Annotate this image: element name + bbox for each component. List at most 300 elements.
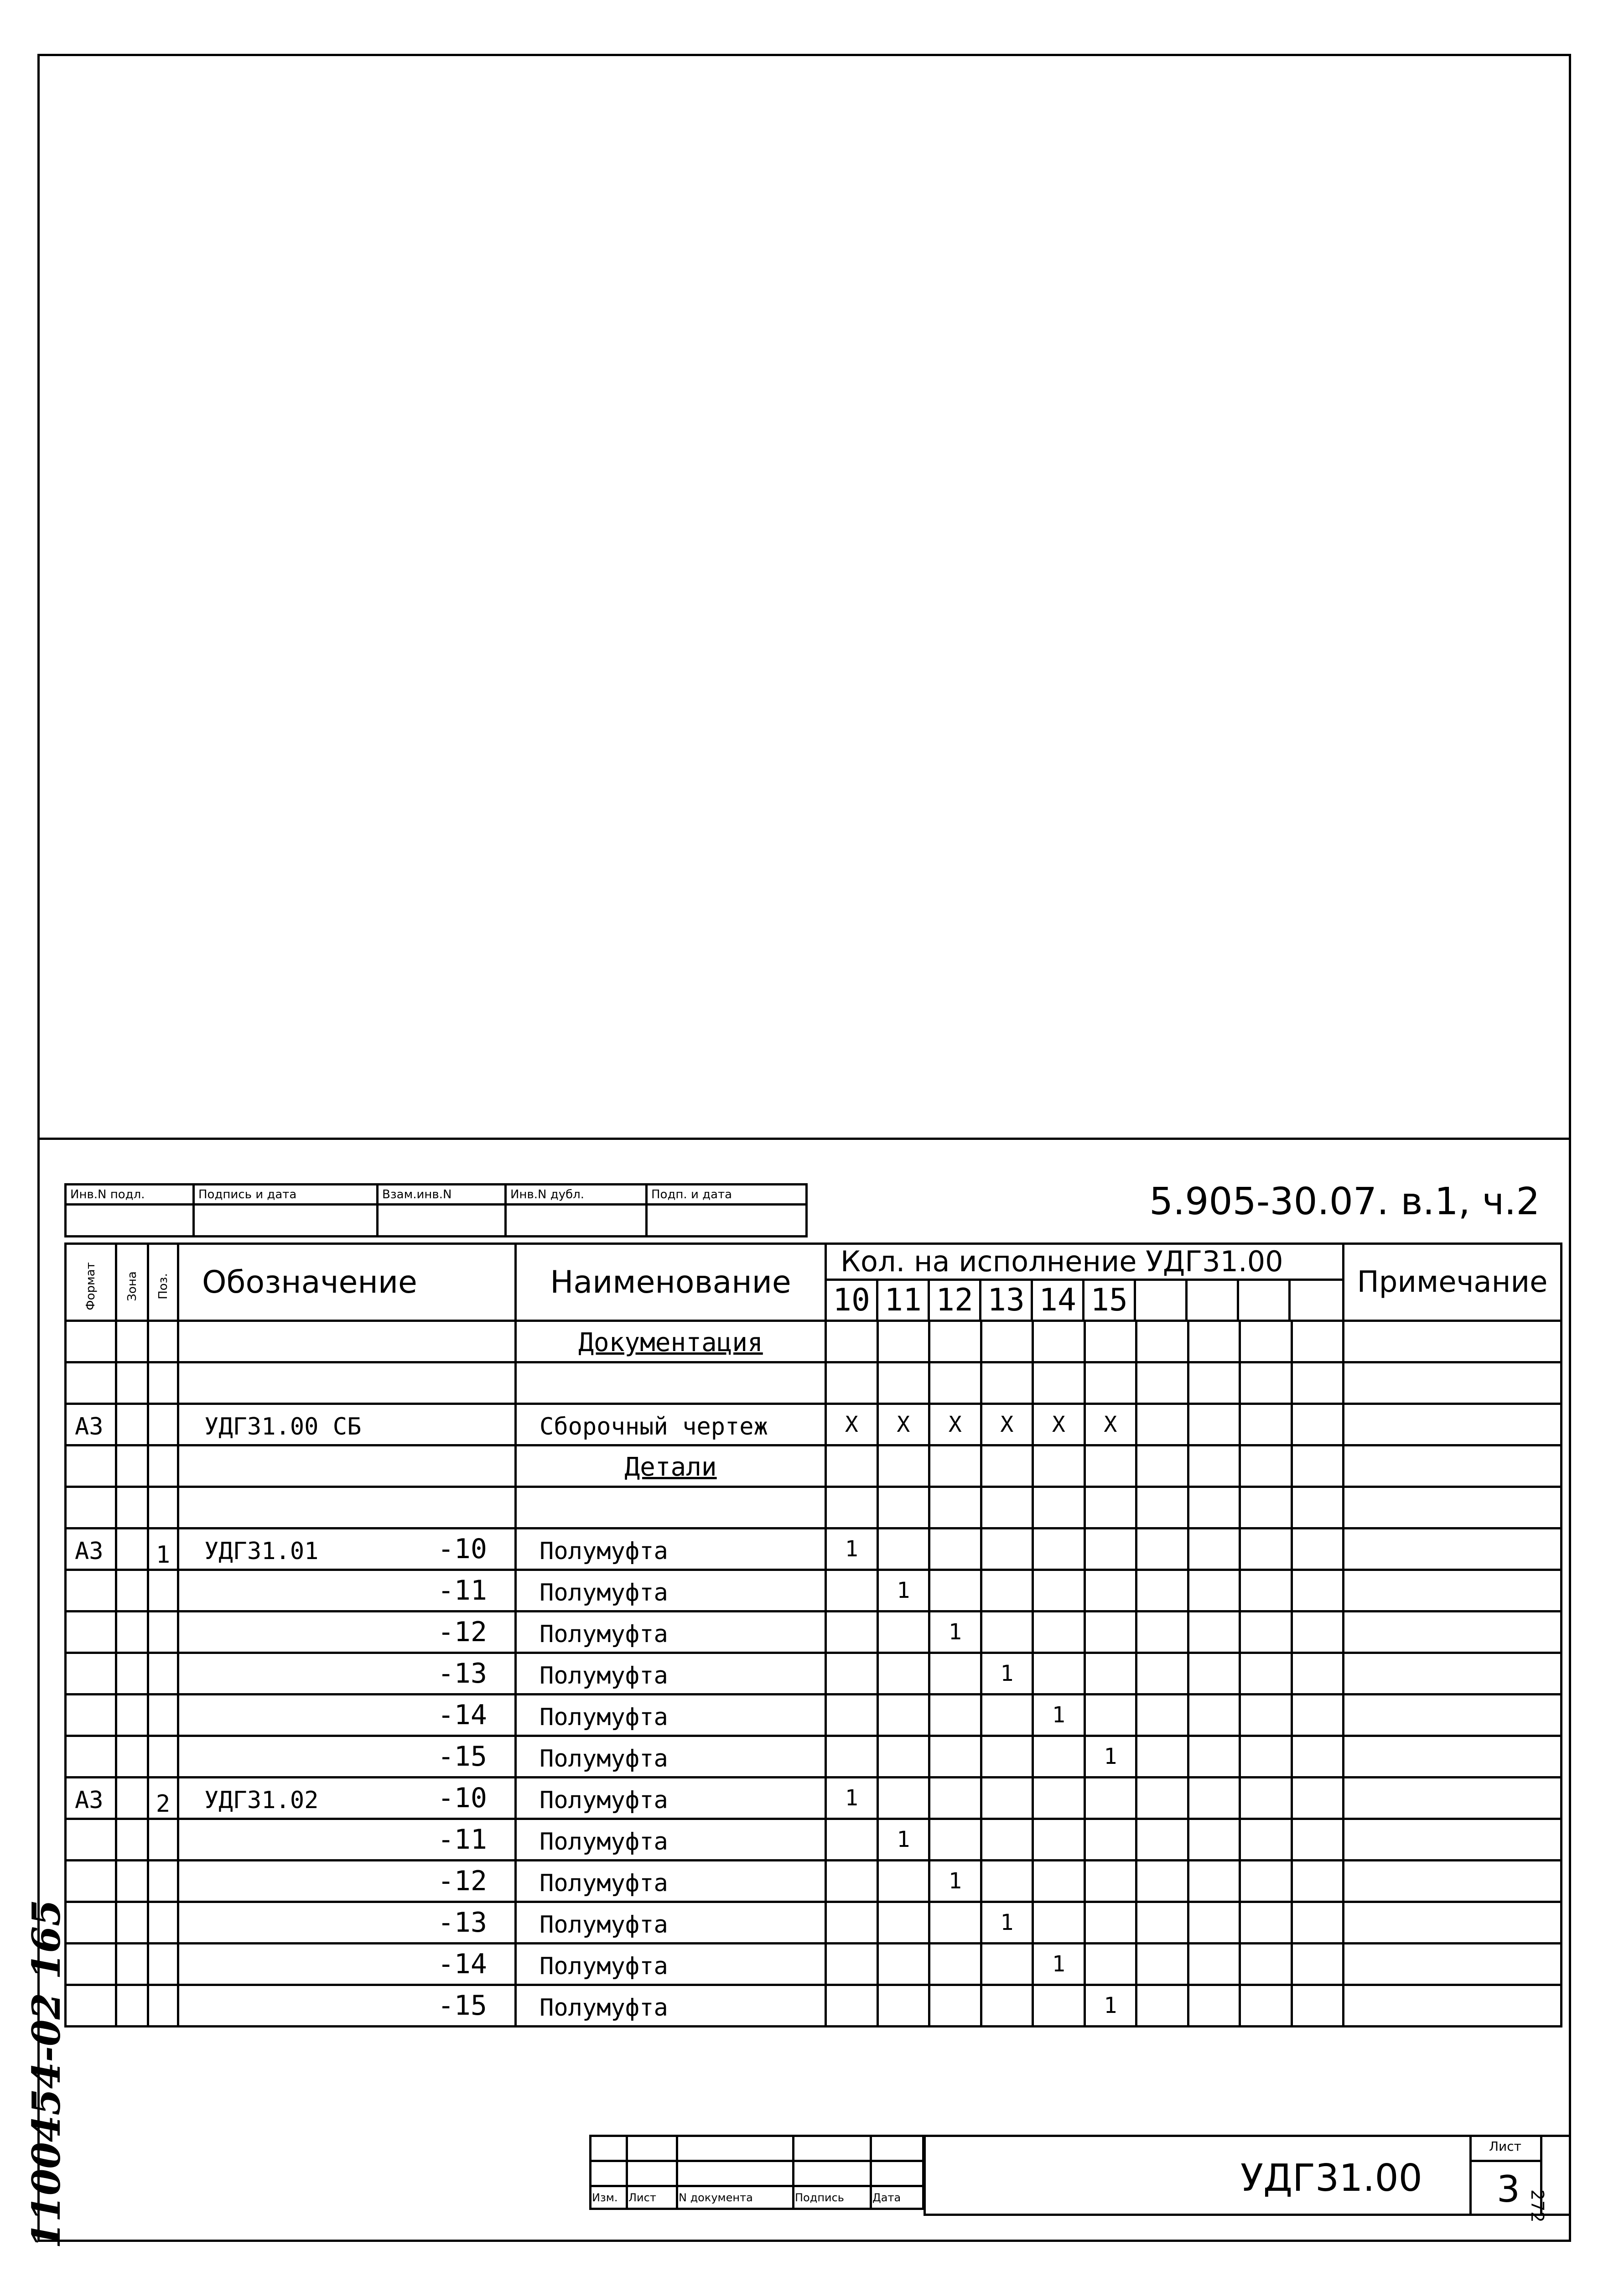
specification-body	[66, 1321, 1562, 2027]
cell-pos	[148, 1695, 178, 1736]
designation-text	[179, 1482, 514, 1486]
cell-format	[66, 1612, 116, 1653]
approval-header-table	[64, 1183, 808, 1237]
cell-zone	[116, 1695, 148, 1736]
title-doc-number: УДГ31.00	[1240, 2157, 1422, 2200]
cell-note	[1344, 1487, 1562, 1528]
cell-qty	[1292, 1487, 1344, 1528]
cell-qty	[826, 1570, 878, 1612]
cell-name: Полумуфта	[516, 1819, 826, 1861]
table-row	[66, 1570, 1562, 1612]
cell-format	[66, 1445, 116, 1487]
cell-pos	[148, 1445, 178, 1487]
cell-qty	[826, 1362, 878, 1404]
sheet-cell-divider	[1469, 2160, 1542, 2162]
cell-qty	[929, 1819, 981, 1861]
cell-qty	[1240, 1819, 1292, 1861]
cell-qty	[877, 1944, 929, 1985]
cell-qty	[1188, 1321, 1240, 1362]
cell-qty	[1136, 1695, 1188, 1736]
cell-qty	[826, 1819, 878, 1861]
cell-qty	[877, 1902, 929, 1944]
cell-qty	[1292, 1819, 1344, 1861]
cell-qty	[1292, 1861, 1344, 1902]
table-row	[66, 1653, 1562, 1695]
cell-note	[1344, 1362, 1562, 1404]
qty-col-header: 12	[930, 1281, 981, 1320]
cell-qty	[1188, 1528, 1240, 1570]
table-row	[66, 1944, 1562, 1985]
table-row	[66, 1487, 1562, 1528]
cell-format	[66, 1695, 116, 1736]
cell-name: Полумуфта	[516, 1861, 826, 1902]
cell-designation	[178, 1985, 516, 2027]
cell-qty	[929, 1985, 981, 2027]
execution-suffix: -10	[437, 1782, 488, 1814]
designation-text	[179, 1773, 514, 1776]
cell-qty	[1292, 1404, 1344, 1445]
table-row	[66, 1819, 1562, 1861]
cell-qty	[1188, 1778, 1240, 1819]
execution-suffix: -11	[437, 1824, 488, 1856]
cell-qty	[826, 1445, 878, 1487]
cell-designation	[178, 1902, 516, 1944]
cell-qty	[877, 1695, 929, 1736]
cell-designation	[178, 1321, 516, 1362]
cell-format	[66, 1944, 116, 1985]
cell-qty	[1084, 1612, 1136, 1653]
cell-qty	[981, 1487, 1033, 1528]
cell-designation	[178, 1695, 516, 1736]
cell-qty	[877, 1487, 929, 1528]
cell-qty	[1136, 1528, 1188, 1570]
cell-note	[1344, 1612, 1562, 1653]
specification-table	[64, 1242, 1562, 2027]
cell-qty	[1136, 1861, 1188, 1902]
cell-qty	[1136, 1612, 1188, 1653]
cell-designation	[178, 1445, 516, 1487]
qty-col-header	[1239, 1281, 1291, 1320]
execution-suffix: -14	[437, 1699, 488, 1731]
cell-qty	[1292, 1985, 1344, 2027]
cell-qty: 1	[929, 1612, 981, 1653]
cell-qty	[1033, 1487, 1085, 1528]
cell-format	[66, 1321, 116, 1362]
cell-zone	[116, 1944, 148, 1985]
cell-format	[66, 1902, 116, 1944]
execution-suffix: -12	[437, 1616, 488, 1648]
designation-text: УДГ31.02	[204, 1787, 319, 1814]
cell-qty: 1	[1033, 1695, 1085, 1736]
cell-qty	[929, 1487, 981, 1528]
cell-qty: 1	[1084, 1736, 1136, 1778]
cell-note	[1344, 1902, 1562, 1944]
cell-qty	[1240, 1445, 1292, 1487]
cell-qty: 1	[981, 1902, 1033, 1944]
cell-qty: 1	[929, 1861, 981, 1902]
cell-note	[1344, 1404, 1562, 1445]
cell-qty: X	[981, 1404, 1033, 1445]
cell-pos	[148, 1362, 178, 1404]
cell-qty	[1136, 1778, 1188, 1819]
cell-qty	[981, 1736, 1033, 1778]
cell-qty: 1	[826, 1778, 878, 1819]
cell-qty	[1033, 1985, 1085, 2027]
designation-text: УДГ31.00 СБ	[204, 1413, 362, 1440]
qty-col-header: 14	[1033, 1281, 1084, 1320]
cell-qty	[1084, 1778, 1136, 1819]
cell-name: Полумуфта	[516, 1528, 826, 1570]
sheet-label: Лист	[1489, 2139, 1521, 2154]
cell-name: Сборочный чертеж	[516, 1404, 826, 1445]
table-row	[66, 1861, 1562, 1902]
approval-cell	[66, 1205, 194, 1237]
table-row	[66, 1778, 1562, 1819]
cell-qty	[1240, 1321, 1292, 1362]
sheet-number: 3	[1497, 2168, 1520, 2210]
header-pos: Поз.	[148, 1244, 178, 1321]
header-format: Формат	[66, 1244, 116, 1321]
cell-qty	[1084, 1570, 1136, 1612]
table-row	[66, 1528, 1562, 1570]
designation-text	[179, 1939, 514, 1942]
cell-name	[516, 1487, 826, 1528]
header-qty	[826, 1244, 1344, 1321]
cell-pos	[148, 1902, 178, 1944]
cell-qty	[1136, 1321, 1188, 1362]
header-note: Примечание	[1344, 1244, 1562, 1321]
cell-qty	[1188, 1902, 1240, 1944]
cell-qty	[1188, 1695, 1240, 1736]
cell-qty: X	[929, 1404, 981, 1445]
margin-handwriting: 1100454-02 165	[24, 1899, 69, 2249]
cell-pos	[148, 1321, 178, 1362]
table-row	[66, 1736, 1562, 1778]
cell-qty: 1	[1033, 1944, 1085, 1985]
cell-qty	[1188, 1944, 1240, 1985]
designation-text	[179, 2022, 514, 2025]
cell-qty	[1292, 1570, 1344, 1612]
cell-note	[1344, 1778, 1562, 1819]
cell-qty	[1136, 1570, 1188, 1612]
cell-zone	[116, 1487, 148, 1528]
cell-qty	[826, 1653, 878, 1695]
cell-designation	[178, 1944, 516, 1985]
cell-qty	[877, 1528, 929, 1570]
cell-qty	[981, 1612, 1033, 1653]
cell-note	[1344, 1861, 1562, 1902]
cell-qty	[826, 1695, 878, 1736]
designation-text	[179, 1897, 514, 1901]
cell-qty: 1	[877, 1570, 929, 1612]
cell-qty	[929, 1653, 981, 1695]
section-heading: Детали	[516, 1445, 826, 1487]
cell-note	[1344, 1695, 1562, 1736]
cell-zone	[116, 1570, 148, 1612]
cell-name: Полумуфта	[516, 1695, 826, 1736]
cell-qty	[1033, 1362, 1085, 1404]
cell-qty	[1033, 1819, 1085, 1861]
cell-note	[1344, 1653, 1562, 1695]
cell-qty: X	[826, 1404, 878, 1445]
cell-qty: 1	[826, 1528, 878, 1570]
execution-suffix: -13	[437, 1907, 488, 1939]
header-zone: Зона	[116, 1244, 148, 1321]
cell-qty: 1	[981, 1653, 1033, 1695]
approval-header-cell: Взам.инв.N	[378, 1185, 506, 1205]
cell-qty	[1240, 1778, 1292, 1819]
cell-qty	[1292, 1944, 1344, 1985]
qty-col-header	[1291, 1281, 1342, 1320]
cell-designation	[178, 1736, 516, 1778]
cell-qty	[1292, 1902, 1344, 1944]
cell-qty	[981, 1861, 1033, 1902]
cell-qty	[929, 1778, 981, 1819]
cell-qty	[1292, 1528, 1344, 1570]
cell-format	[66, 1487, 116, 1528]
cell-pos	[148, 1861, 178, 1902]
cell-qty	[1188, 1362, 1240, 1404]
cell-qty	[1188, 1653, 1240, 1695]
cell-zone	[116, 1612, 148, 1653]
cell-qty	[1188, 1445, 1240, 1487]
cell-qty	[1240, 1653, 1292, 1695]
cell-qty	[929, 1445, 981, 1487]
cell-note	[1344, 1445, 1562, 1487]
cell-qty	[1033, 1736, 1085, 1778]
cell-designation	[178, 1528, 516, 1570]
cell-qty	[981, 1445, 1033, 1487]
cell-qty	[1084, 1321, 1136, 1362]
cell-note	[1344, 1570, 1562, 1612]
header-designation: Обозначение	[178, 1244, 516, 1321]
cell-qty: X	[1084, 1404, 1136, 1445]
qty-col-header: 13	[981, 1281, 1033, 1320]
cell-qty	[1292, 1321, 1344, 1362]
cell-pos: 2	[148, 1778, 178, 1819]
cell-qty	[1240, 1861, 1292, 1902]
tb-label: Дата	[871, 2186, 924, 2209]
cell-qty	[929, 1944, 981, 1985]
designation-text	[179, 1731, 514, 1735]
approval-cell	[194, 1205, 378, 1237]
cell-zone	[116, 1321, 148, 1362]
cell-qty	[1033, 1861, 1085, 1902]
tb-label: Подпись	[794, 2186, 871, 2209]
cell-qty	[1188, 1736, 1240, 1778]
header-name: Наименование	[516, 1244, 826, 1321]
cell-designation	[178, 1362, 516, 1404]
cell-qty	[929, 1528, 981, 1570]
cell-qty	[981, 1985, 1033, 2027]
cell-qty	[826, 1902, 878, 1944]
cell-qty	[826, 1487, 878, 1528]
table-row	[66, 1362, 1562, 1404]
cell-qty	[1188, 1487, 1240, 1528]
cell-qty	[1084, 1861, 1136, 1902]
cell-note	[1344, 1528, 1562, 1570]
side-number: 272	[1527, 2189, 1547, 2223]
cell-pos	[148, 1985, 178, 2027]
cell-zone	[116, 1861, 148, 1902]
cell-qty	[1240, 1695, 1292, 1736]
cell-qty	[877, 1321, 929, 1362]
approval-cell	[647, 1205, 807, 1237]
cell-format	[66, 1653, 116, 1695]
cell-qty	[1292, 1445, 1344, 1487]
cell-qty	[826, 1736, 878, 1778]
qty-col-header	[1136, 1281, 1188, 1320]
designation-text	[179, 1399, 514, 1403]
cell-format	[66, 1819, 116, 1861]
cell-name: Полумуфта	[516, 1902, 826, 1944]
cell-qty	[1084, 1653, 1136, 1695]
cell-designation	[178, 1653, 516, 1695]
cell-qty	[1240, 1736, 1292, 1778]
cell-qty	[826, 1861, 878, 1902]
cell-qty	[1292, 1778, 1344, 1819]
cell-zone	[116, 1819, 148, 1861]
cell-name: Полумуфта	[516, 1985, 826, 2027]
table-row	[66, 1695, 1562, 1736]
table-header-row	[66, 1244, 1562, 1321]
cell-qty: X	[1033, 1404, 1085, 1445]
designation-text	[179, 1856, 514, 1859]
cell-qty	[981, 1570, 1033, 1612]
cell-qty	[1084, 1902, 1136, 1944]
cell-qty	[1136, 1985, 1188, 2027]
cell-note	[1344, 1819, 1562, 1861]
cell-qty	[1084, 1445, 1136, 1487]
cell-qty	[929, 1570, 981, 1612]
cell-qty	[1240, 1902, 1292, 1944]
cell-name: Полумуфта	[516, 1944, 826, 1985]
cell-zone	[116, 1985, 148, 2027]
cell-designation	[178, 1612, 516, 1653]
cell-name: Полумуфта	[516, 1778, 826, 1819]
cell-qty: 1	[1084, 1985, 1136, 2027]
cell-qty	[1240, 1944, 1292, 1985]
cell-format	[66, 1362, 116, 1404]
cell-qty	[1292, 1653, 1344, 1695]
cell-qty	[1136, 1362, 1188, 1404]
tb-label: Изм.	[591, 2186, 627, 2209]
cell-note	[1344, 1736, 1562, 1778]
cell-qty	[981, 1695, 1033, 1736]
table-row	[66, 1985, 1562, 2027]
cell-designation	[178, 1404, 516, 1445]
cell-qty	[981, 1362, 1033, 1404]
cell-pos	[148, 1570, 178, 1612]
execution-suffix: -10	[437, 1533, 488, 1565]
cell-format: А3	[66, 1404, 116, 1445]
cell-zone	[116, 1736, 148, 1778]
cell-note	[1344, 1944, 1562, 1985]
designation-text: УДГ31.01	[204, 1538, 319, 1565]
cell-qty	[826, 1321, 878, 1362]
cell-qty	[1188, 1819, 1240, 1861]
cell-qty	[1240, 1985, 1292, 2027]
table-row	[66, 1902, 1562, 1944]
cell-qty	[1084, 1528, 1136, 1570]
cell-pos	[148, 1736, 178, 1778]
cell-qty	[1188, 1985, 1240, 2027]
qty-col-header: 15	[1084, 1281, 1136, 1320]
cell-note	[1344, 1321, 1562, 1362]
cell-designation	[178, 1819, 516, 1861]
qty-col-header	[1188, 1281, 1239, 1320]
tb-label: Лист	[627, 2186, 677, 2209]
cell-qty	[877, 1861, 929, 1902]
cell-qty	[1292, 1695, 1344, 1736]
designation-text	[179, 1606, 514, 1610]
execution-suffix: -15	[437, 1990, 488, 2022]
cell-designation	[178, 1778, 516, 1819]
qty-header-title: Кол. на исполнение УДГ31.00	[827, 1245, 1342, 1281]
title-block-signatures	[589, 2135, 924, 2210]
cell-pos	[148, 1487, 178, 1528]
cell-name: Полумуфта	[516, 1736, 826, 1778]
cell-qty	[929, 1362, 981, 1404]
cell-name: Полумуфта	[516, 1570, 826, 1612]
cell-qty	[981, 1819, 1033, 1861]
qty-col-header: 11	[878, 1281, 930, 1320]
cell-qty	[1188, 1570, 1240, 1612]
cell-format	[66, 1861, 116, 1902]
cell-qty	[1240, 1612, 1292, 1653]
cell-qty	[981, 1778, 1033, 1819]
cell-qty	[1136, 1736, 1188, 1778]
cell-pos	[148, 1819, 178, 1861]
cell-zone	[116, 1653, 148, 1695]
cell-qty	[1084, 1695, 1136, 1736]
execution-suffix: -12	[437, 1865, 488, 1897]
cell-qty	[929, 1321, 981, 1362]
cell-qty	[1240, 1570, 1292, 1612]
designation-text	[179, 1648, 514, 1652]
cell-format	[66, 1736, 116, 1778]
cell-qty	[1240, 1362, 1292, 1404]
approval-header-cell: Инв.N подл.	[66, 1185, 194, 1205]
table-row	[66, 1612, 1562, 1653]
cell-zone	[116, 1778, 148, 1819]
approval-header-cell: Инв.N дубл.	[506, 1185, 647, 1205]
designation-text	[179, 1523, 514, 1527]
document-code: 5.905-30.07. в.1, ч.2	[1149, 1180, 1540, 1223]
cell-qty	[877, 1985, 929, 2027]
cell-pos	[148, 1653, 178, 1695]
cell-pos	[148, 1612, 178, 1653]
cell-qty	[929, 1695, 981, 1736]
cell-qty	[981, 1321, 1033, 1362]
cell-qty	[1033, 1445, 1085, 1487]
cell-qty: 1	[877, 1819, 929, 1861]
cell-designation	[178, 1570, 516, 1612]
cell-name: Полумуфта	[516, 1612, 826, 1653]
cell-qty	[1292, 1612, 1344, 1653]
approval-cell	[378, 1205, 506, 1237]
cell-name: Полумуфта	[516, 1653, 826, 1695]
cell-qty	[1084, 1362, 1136, 1404]
execution-suffix: -15	[437, 1741, 488, 1773]
cell-qty	[877, 1362, 929, 1404]
cell-qty	[1033, 1612, 1085, 1653]
cell-qty	[1188, 1404, 1240, 1445]
cell-qty	[877, 1653, 929, 1695]
section-divider	[37, 1138, 1571, 1140]
cell-pos	[148, 1404, 178, 1445]
cell-qty	[981, 1944, 1033, 1985]
